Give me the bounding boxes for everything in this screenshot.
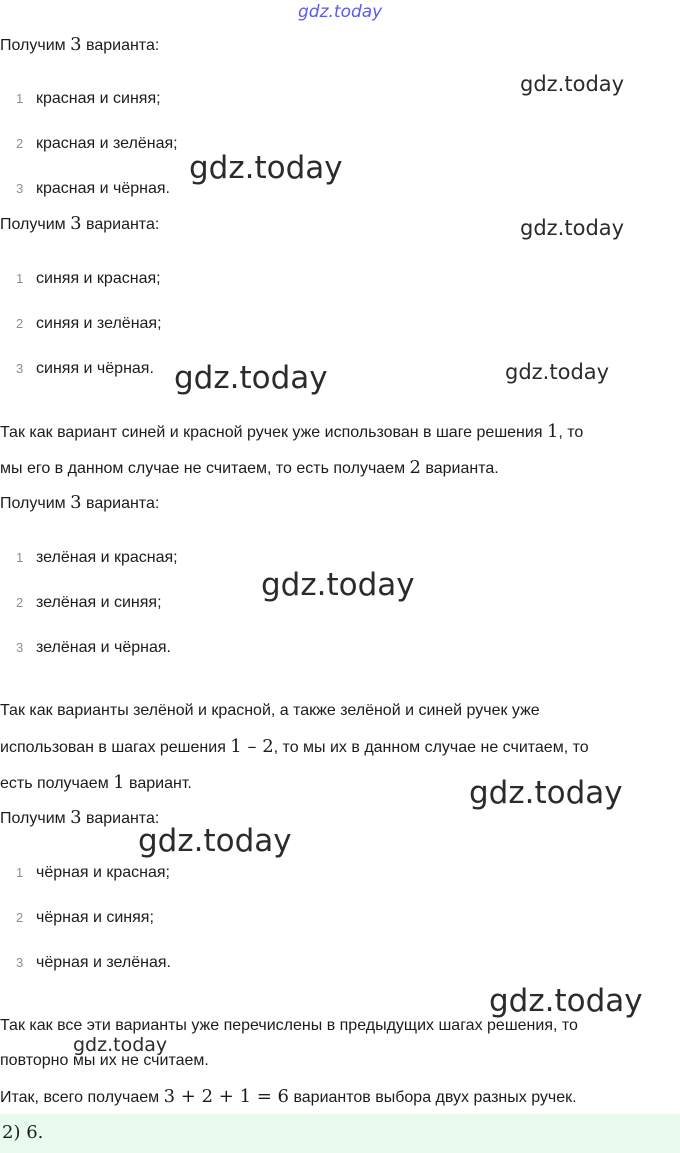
section2-note-line1 [0,421,583,444]
list-number: 1 [16,865,24,880]
list-item: зелёная и красная; [36,549,178,566]
section4-note-line2: повторно мы их не считаем. [0,1052,209,1069]
note-number: 1 [546,421,559,442]
list-number: 3 [16,955,24,970]
watermark: gdz.today [520,72,625,96]
note-text: вариант. [124,775,192,792]
section2-note-line2 [0,457,499,480]
total-math: 3 + 2 + 1 = 6 [163,1086,289,1107]
watermark: gdz.today [73,1034,168,1056]
note-text: использован в шагах решения [0,739,231,756]
list-number: 3 [16,181,24,196]
section4-intro [0,807,159,830]
note-number: 1 [113,772,125,793]
list-item: синяя и зелёная; [36,315,162,332]
list-item: чёрная и красная; [36,864,170,881]
intro-text: варианта: [81,216,160,233]
section4-note-line1: Так как все эти варианты уже перечислены в предыдущих шагах решения, то [0,1017,578,1034]
list-number: 3 [16,361,24,376]
watermark: gdz.today [138,823,292,859]
section3-note-line2 [0,736,589,759]
note-text: Так как вариант синей и красной ручек уже использован в шаге решения [0,424,547,441]
watermark-top: gdz.today [298,2,383,22]
total-line [0,1086,577,1109]
list-item: чёрная и зелёная. [36,954,171,971]
watermark: gdz.today [520,216,625,240]
section2-intro [0,213,159,236]
watermark: gdz.today [189,150,343,186]
intro-text: Получим [0,216,71,233]
list-number: 2 [16,136,24,151]
intro-number: 3 [70,807,82,828]
note-text: есть получаем [0,775,114,792]
watermark: gdz.today [505,360,610,384]
answer-box [0,1114,680,1153]
note-text: , то [558,424,584,441]
note-text: , то мы их в данном случае не считаем, то [273,739,589,756]
intro-text: варианта: [81,810,160,827]
list-number: 2 [16,316,24,331]
intro-number: 3 [70,213,82,234]
intro-number: 3 [70,492,82,513]
intro-text: варианта: [81,37,160,54]
list-number: 1 [16,550,24,565]
list-item: чёрная и синяя; [36,909,154,926]
intro-number: 3 [70,34,82,55]
list-item: синяя и чёрная. [36,360,154,377]
intro-text: варианта: [81,495,160,512]
total-text: Итак, всего получаем [0,1089,164,1106]
watermark: gdz.today [489,983,643,1019]
list-item: зелёная и чёрная. [36,639,171,656]
section3-note-line3 [0,772,192,795]
list-number: 1 [16,91,24,106]
list-item: синяя и красная; [36,270,161,287]
watermark: gdz.today [469,775,623,811]
list-number: 3 [16,640,24,655]
list-item: красная и синяя; [36,90,161,107]
watermark: gdz.today [261,567,415,603]
answer-text: 2) 6. [2,1122,44,1143]
note-math: 1 – 2 [230,736,274,757]
list-number: 2 [16,595,24,610]
section3-note-line1: Так как варианты зелёной и красной, а также зелёной и синей ручек уже [0,702,540,719]
section3-intro [0,492,159,515]
intro-text: Получим [0,37,71,54]
list-item: зелёная и синяя; [36,594,162,611]
list-item: красная и чёрная. [36,180,170,197]
note-text: мы его в данном случае не считаем, то есть получаем [0,460,410,477]
intro-text: Получим [0,810,71,827]
list-item: красная и зелёная; [36,135,178,152]
list-number: 1 [16,271,24,286]
section1-intro [0,34,159,57]
list-number: 2 [16,910,24,925]
note-number: 2 [409,457,421,478]
watermark: gdz.today [174,360,328,396]
note-text: варианта. [420,460,499,477]
intro-text: Получим [0,495,71,512]
total-text: вариантов выбора двух разных ручек. [289,1089,577,1106]
